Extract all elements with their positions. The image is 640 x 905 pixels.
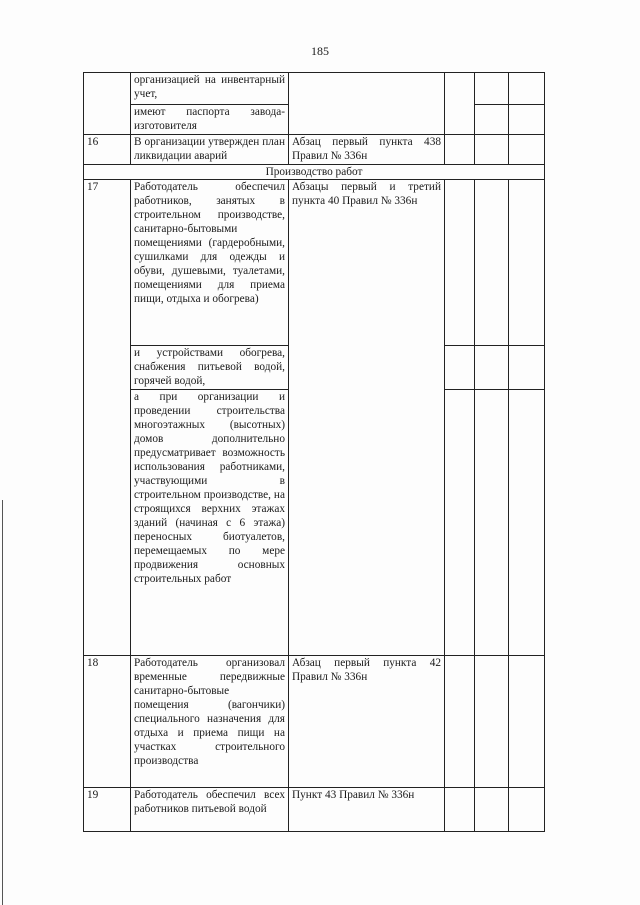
table-row — [84, 135, 545, 165]
table-row — [84, 180, 545, 346]
table-row — [84, 656, 545, 788]
answer-na-cell[interactable] — [509, 788, 545, 832]
answer-no-cell[interactable] — [475, 390, 509, 656]
answer-yes-cell[interactable] — [445, 105, 475, 135]
section-title: Производство работ — [84, 165, 545, 180]
answer-na-cell[interactable] — [509, 73, 545, 105]
answer-yes-cell[interactable] — [445, 135, 475, 165]
answer-yes-cell[interactable] — [445, 180, 475, 346]
answer-no-cell[interactable] — [475, 656, 509, 788]
reference-cell: Абзацы первый и третий пункта 40 Правил № 336н — [289, 180, 445, 656]
checklist-table — [83, 72, 545, 832]
table-row — [84, 788, 545, 832]
answer-yes-cell[interactable] — [445, 73, 475, 105]
requirement-cell: В организации утвержден план ликвидации аварий — [131, 135, 289, 165]
answer-no-cell[interactable] — [475, 180, 509, 346]
answer-na-cell[interactable] — [509, 346, 545, 390]
answer-yes-cell[interactable] — [445, 656, 475, 788]
requirement-cell: Работодатель организовал временные передвижные санитарно-бытовые помещения (вагончики) специального назначения для отдыха и приема пищи на участках строительного производства — [131, 656, 289, 788]
answer-no-cell[interactable] — [475, 788, 509, 832]
answer-yes-cell[interactable] — [445, 788, 475, 832]
requirement-cell: имеют паспорта завода-изготовителя — [131, 105, 289, 135]
answer-na-cell[interactable] — [509, 656, 545, 788]
table-row — [84, 73, 545, 105]
row-number — [84, 73, 131, 135]
answer-no-cell[interactable] — [475, 105, 509, 135]
requirement-cell: и устройствами обогрева, снабжения питьевой водой, горячей водой, — [131, 346, 289, 390]
row-number: 19 — [84, 788, 131, 832]
answer-na-cell[interactable] — [509, 180, 545, 346]
section-row — [84, 165, 545, 180]
requirement-cell: Работодатель обеспечил всех работников питьевой водой — [131, 788, 289, 832]
answer-no-cell[interactable] — [475, 73, 509, 105]
requirement-cell: а при организации и проведении строительства многоэтажных (высотных) домов дополнительно предусматривает возможность использования работниками, участвующими в строительном производстве, на строящихся верхних этажах зданий (начиная с 6 этажа) переносных биотуалетов, перемещаемых по мере продвижения основных строительных работ — [131, 390, 289, 656]
scan-edge-line — [2, 500, 3, 905]
page-number: 185 — [311, 44, 329, 58]
reference-cell — [289, 73, 445, 135]
reference-cell: Абзац первый пункта 438 Правил № 336н — [289, 135, 445, 165]
reference-cell: Абзац первый пункта 42 Правил № 336н — [289, 656, 445, 788]
row-number: 16 — [84, 135, 131, 165]
answer-na-cell[interactable] — [509, 135, 545, 165]
answer-na-cell[interactable] — [509, 105, 545, 135]
answer-yes-cell[interactable] — [445, 390, 475, 656]
row-number: 18 — [84, 656, 131, 788]
answer-no-cell[interactable] — [475, 346, 509, 390]
answer-yes-cell[interactable] — [445, 346, 475, 390]
answer-no-cell[interactable] — [475, 135, 509, 165]
requirement-cell: Работодатель обеспечил работников, занятых в строительном производстве, санитарно-бытовыми помещениями (гардеробными, сушилками для одежды и обуви, душевыми, туалетами, помещениями для приема пищи, отдыха и обогрева) — [131, 180, 289, 346]
requirement-cell: организацией на инвентарный учет, — [131, 73, 289, 105]
reference-cell: Пункт 43 Правил № 336н — [289, 788, 445, 832]
answer-na-cell[interactable] — [509, 390, 545, 656]
row-number: 17 — [84, 180, 131, 656]
